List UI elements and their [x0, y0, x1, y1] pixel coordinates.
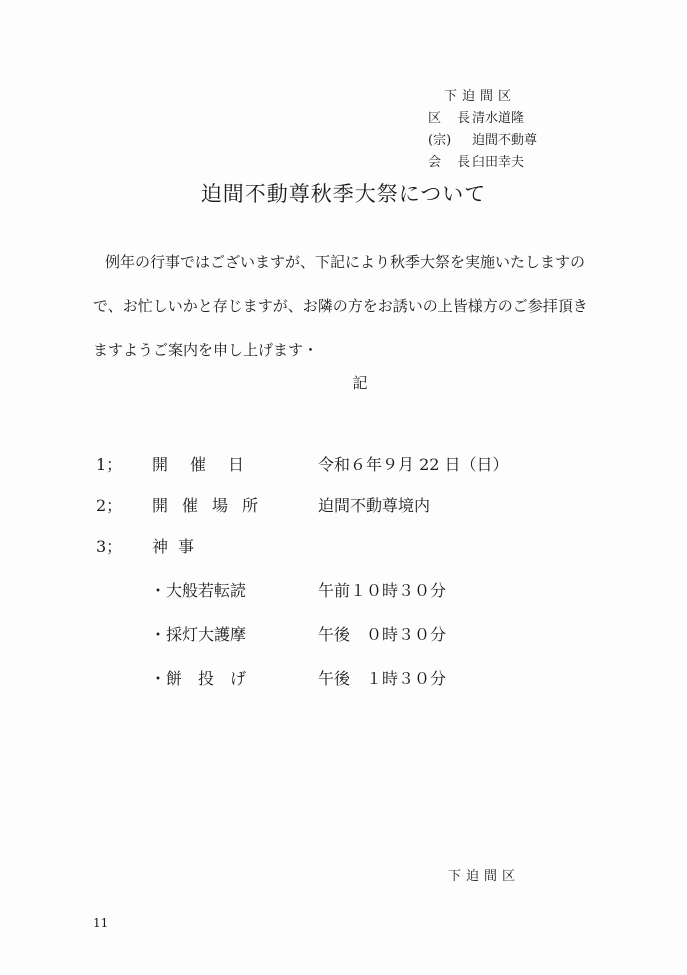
sender-block — [428, 86, 537, 174]
sender-name: 迫間不動尊 — [472, 133, 538, 148]
page-number: 11 — [93, 916, 109, 930]
document-title: 迫間不動尊秋季大祭について — [200, 182, 487, 206]
schedule-time: 午後 １時３０分 — [318, 669, 447, 688]
body-paragraph — [93, 240, 633, 372]
schedule-label: ・餅 投 げ — [150, 669, 247, 688]
item-value: 迫間不動尊境内 — [318, 496, 431, 515]
sender-row-chief — [428, 108, 537, 130]
body-line: ますようご案内を申し上げます・ — [93, 341, 319, 359]
item-label: 神事 — [152, 537, 205, 556]
sender-row-temple — [428, 130, 537, 152]
sender-name: 清水道隆 — [472, 111, 525, 126]
footer-org: 下迫間区 — [448, 869, 521, 884]
sender-title: (宗) — [428, 133, 452, 148]
sender-org-row — [428, 86, 537, 108]
sender-title: 会 長 — [428, 155, 477, 170]
item-number: 3； — [96, 537, 123, 556]
sender-name: 臼田幸夫 — [472, 155, 525, 170]
item-number: 2； — [96, 496, 123, 515]
item-label: 開催場所 — [152, 496, 273, 515]
body-line: で、お忙しいかと存じますが、お隣の方をお誘いの上皆様方のご参拝頂き — [93, 297, 588, 315]
item-label: 開催日 — [152, 455, 267, 474]
sender-title: 区 長 — [428, 111, 477, 126]
schedule-time: 午後 ０時３０分 — [318, 625, 447, 644]
item-number: 1； — [96, 455, 123, 474]
body-line: 例年の行事ではございますが、下記により秋季大祭を実施いたしますの — [105, 253, 586, 271]
item-value: 令和６年９月 22 日（日） — [318, 455, 509, 474]
sender-org: 下迫間区 — [444, 89, 517, 104]
ki-heading: 記 — [352, 374, 368, 392]
schedule-time: 午前１０時３０分 — [318, 581, 447, 600]
sender-row-president — [428, 152, 537, 174]
schedule-label: ・大般若転読 — [150, 581, 247, 600]
schedule-label: ・採灯大護摩 — [150, 625, 247, 644]
